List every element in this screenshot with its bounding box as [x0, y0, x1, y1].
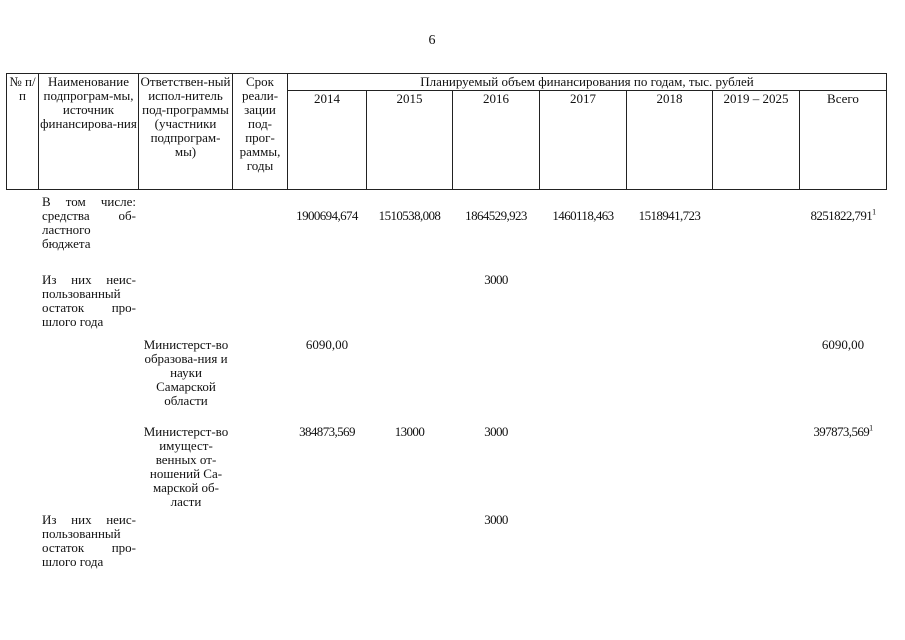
cell-2015: 1510538,008 — [378, 208, 441, 223]
header-total: Всего — [827, 91, 859, 106]
cell-2016: 3000 — [484, 424, 508, 439]
header-year-2019-2025: 2019 – 2025 — [723, 91, 789, 106]
cell-2018: 1518941,723 — [638, 208, 701, 223]
header-col-number: № п/п — [9, 74, 36, 103]
header-year-2018: 2018 — [656, 91, 683, 106]
header-col-term: Срок реали-зации под-прог-раммы, годы — [239, 74, 281, 173]
cell-2014: 6090,00 — [305, 337, 349, 352]
cell-2015: 13000 — [394, 424, 425, 439]
header-col-responsible: Ответствен-ный испол-нитель под-программы (участники подпрограм-мы) — [140, 74, 231, 159]
footnote-mark: 1 — [869, 423, 873, 433]
cell-2016: 1864529,923 — [465, 208, 527, 223]
header-year-2015: 2015 — [396, 91, 423, 106]
row-name: Из них неис-пользованный остаток про-шлого года — [42, 512, 136, 569]
row-responsible: Министерст-во имущест-венных от-ношений Са-марской об-ласти — [143, 424, 229, 509]
row-name: В том числе: средства об-ластного бюджета — [42, 194, 136, 251]
cell-2016: 3000 — [484, 512, 508, 527]
cell-2014: 1900694,674 — [296, 208, 358, 223]
footnote-mark: 1 — [872, 207, 876, 217]
page-number: 6 — [428, 33, 436, 48]
header-col-plan: Планируемый объем финансирования по годам, тыс. рублей — [420, 74, 754, 89]
row-responsible: Министерст-во образова-ния и науки Самарской области — [143, 337, 229, 408]
row-name: Из них неис-пользованный остаток про-шлого года — [42, 272, 136, 329]
cell-total: 8251822,791$^1$ — [810, 207, 876, 223]
cell-2016: 3000 — [484, 272, 508, 287]
cell-2014: 384873,569 — [299, 424, 355, 439]
cell-total: 6090,00 — [821, 337, 865, 352]
header-year-2016: 2016 — [483, 91, 509, 106]
cell-2017: 1460118,463 — [552, 208, 614, 223]
header-year-2017: 2017 — [570, 91, 596, 106]
header-year-2014: 2014 — [314, 91, 340, 106]
cell-total: 397873,569$^1$ — [813, 423, 873, 439]
header-col-name: Наименование подпрограм-мы, источник финансирова-ния — [40, 74, 137, 131]
